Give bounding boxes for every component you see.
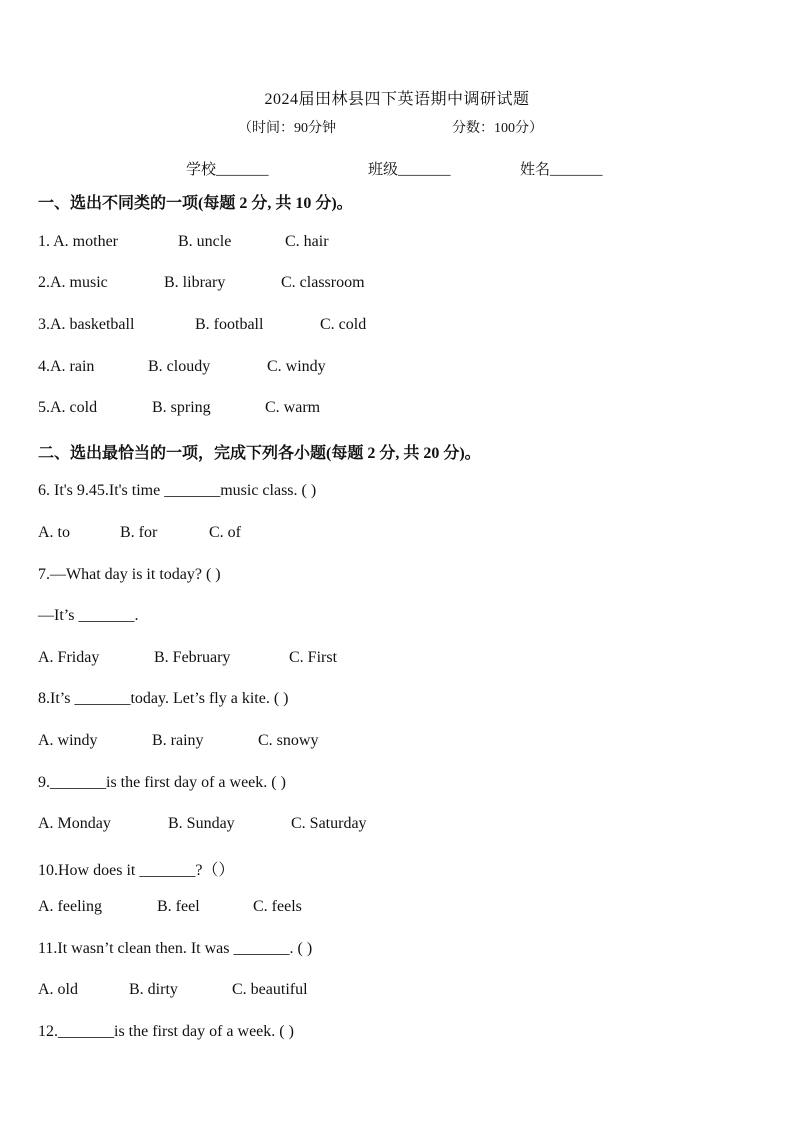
option-c: C. of [209,524,241,541]
school-field: 学校_______ [186,162,269,178]
option-c: C. feels [253,898,302,915]
option-c: C. beautiful [232,981,308,998]
option-a: 2.A. music [38,274,108,291]
option-c: C. cold [320,316,367,333]
option-a: A. feeling [38,898,102,915]
option-b: B. feel [157,898,200,915]
option-a: A. Friday [38,649,100,666]
option-c: C. windy [267,358,326,375]
option-a: A. old [38,981,78,998]
option-c: C. First [289,649,338,666]
option-b: B. spring [152,399,211,416]
option-a: 3.A. basketball [38,316,135,333]
option-a: 1. A. mother [38,233,118,250]
option-b: B. cloudy [148,358,211,375]
option-c: C. hair [285,233,329,250]
option-b: B. dirty [129,981,178,998]
option-a: A. windy [38,732,98,749]
option-c: C. classroom [281,274,365,291]
name-field: 姓名_______ [520,162,603,178]
option-c: C. snowy [258,732,319,749]
question-text: 9._______is the first day of a week. ( ) [38,774,286,791]
question-text: 6. It's 9.45.It's time _______music class. ( ) [38,482,317,499]
class-field: 班级_______ [368,162,451,178]
section2-heading: 二、选出最恰当的一项，完成下列各小题(每题 2 分, 共 20 分)。 [38,445,481,462]
option-a: A. to [38,524,70,541]
option-a: 4.A. rain [38,358,95,375]
question-text: 7.—What day is it today? ( ) [38,566,221,583]
option-b: B. library [164,274,226,291]
option-b: B. football [195,316,264,333]
question-answer-line: —It’s _______. [38,607,139,624]
question-text: 8.It’s _______today. Let’s fly a kite. ( ) [38,690,289,707]
exam-title: 2024届田林县四下英语期中调研试题 [264,91,530,108]
option-b: B. for [120,524,158,541]
question-text: 11.It wasn’t clean then. It was _______. ( ) [38,940,313,957]
option-c: C. Saturday [291,815,367,832]
exam-score: 分数：100分） [452,121,543,136]
section1-heading: 一、选出不同类的一项(每题 2 分, 共 10 分)。 [38,195,353,212]
option-c: C. warm [265,399,321,416]
question-text: 12._______is the first day of a week. ( ) [38,1023,294,1040]
option-b: B. rainy [152,732,204,749]
question-text: 10.How does it _______?（） [38,862,235,879]
option-b: B. February [154,649,231,666]
option-b: B. uncle [178,233,232,250]
option-b: B. Sunday [168,815,235,832]
option-a: 5.A. cold [38,399,98,416]
option-a: A. Monday [38,815,111,832]
exam-time: （时间：90分钟 [238,121,336,136]
